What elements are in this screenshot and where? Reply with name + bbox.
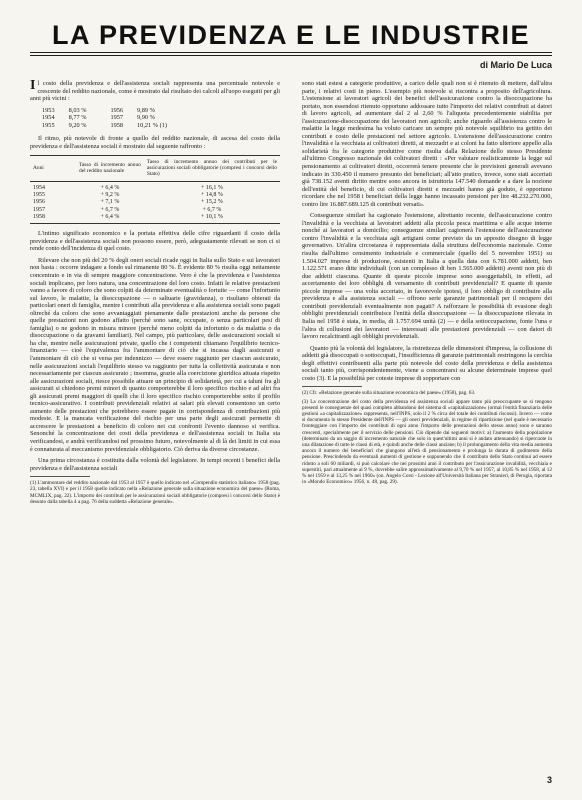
growth-year: 1956 (33, 199, 45, 206)
growth-income-rate: + 6,4 % (100, 184, 120, 191)
rate-value: 10,21 % (1) (137, 121, 167, 129)
growth-row (30, 207, 280, 214)
footnote-3: (3) La concentrazione del costo della previdenza ed assistenza sociali appare tanto più preoccupante se si tengono presenti le conseguenze del quasi completo abbandono del sistema di «capitalizzazione» (ormai l'entità finanziaria delle gestioni «a capitalizzazione» rappresenta, nell'INPS, solo il 2 % circa del totale dei contributi riscossi). Invero — come si documenta lo stesso Presidente dell'INPS — gli oneri previdenziali, in regime di ripartizione (nel quale è necessario fronteggiare con l'importo dei contributi di ogni anno l'importo delle prestazioni dello stesso anno) sono e saranno crescenti, specialmente per il servizio delle pensioni. Ciò dipende dai seguenti motivi: a) l'aumento della popolazione (determinato da un saggio di incremento naturale che solo in quest'ultimi anni si è andato attenuando) si ripercuote in una dilatazione di tutte le classi di età, e quindi anche delle classi anziane; b) il prolungamento della vita media aumenta ancora il numero dei beneficiari che giungono all'età di pensionamento e prolunga la durata di godimento della pensione. Prescindendo da eventuali aumenti di gestione e supponendo che il contributo dello Stato continui ad essere ridotto a soli 60 miliardi, si può calcolare che nei prossimi anni il contributo per l'assicurazione invalidità, vecchiaia e superstiti, pari attualmente al 9 %, dovrebbe salire approssimativamente al 9,70 % nel 1957, al 10,85 % nel 1958, al 12 % nel 1959 e al 13,25 % nel 1960» (on. Angelo Corsi - Lezione all'Università Italiana per Stranieri, di Perugia, riportata in «Mondo Economico» 1956, n. 48, pag. 29). (302, 398, 552, 486)
cost-percentage-table (42, 107, 173, 130)
left-column (30, 80, 280, 507)
growth-income-rate: + 6,4 % (76, 214, 144, 224)
paragraph-4: Rilevare che non più del 20 % degli oneri sociali ricade oggi in Italia sullo Stato e sui lavoratori non basta : occorre indagare a fondo sul rimanente 80 %. È evidente 80 % risulta oggi nettamente concentrato e in via di sempre maggiore concentrazione. Vero è che la previdenza e l'assistenza sociali implicano, per loro natura, una concentrazione del loro costo. Infatti le relative prestazioni vanno a favore di coloro che sono colpiti da determinate eventualità o fortuite — come l'infortunio sul lavoro, le malattie, la disoccupazione — o saltuarie (gravidanza), o risultano obierati da particolari oneri di famiglia, mentre i contributi alla previdenza e alla assistenza sociali sono pagati oltreché da coloro che sono avvantaggiati pienamente dalle prestazioni anche da persone che quelle prestazioni non godono affatto (perché sono sane, occupate, o senza particolari pesi di famiglia) o ne godono in misura minore (perché meno colpiti da infortunio o da malattia o da disoccupazione o da gravami familiari). Nel campo, più particolare, delle assicurazioni sociali si ha che, mentre nelle assicurazioni private, quello che i competenti chiamano l'equilibrio tecnico-finanziario — cioè l'equivalenza fra l'ammontare di ciò che si incassa dagli assicurati e l'ammontare di ciò che si versa per indennizzo — deve essere raggiunto per ciascun assicurato, nelle assicurazioni sociali l'equilibrio stesso va raggiunto per tutta la collettività assicurata e non necessariamente per ciascun assicurato ; insomma, grazie alla coercizione giuridica attuata rispetto alle assicurazioni sociali, riesce possibile attuare un principio di solidarietà, per cui a taluni fra gli assicurati si chiedono premi minori di quanto comporterebbe il loro specifico rischio e ad altri fra gli assicurati premi maggiori di quelli che il loro specifico rischio comporterebbe sotto il profilo tecnico-assicurativo. I contributi previdenziali relativi ai salari più elevati consentono un certo aumento delle prestazioni che potrebbero essere pagate in corrispondenza di contribuzioni più modeste. E la mancata verificazione del rischio per una parte degli assicurati permette di accrescere le prestazioni a beneficio di coloro nei cui confronti l'evento dannoso si verifica. Senonché la concentrazione dei costi della previdenza e dell'assistenza sociali in Italia sta verificandosi, e andrà verificandosi nel prossimo futuro, notevolmente al di là dei limiti in cui essa è connaturata al meccanismo previdenziale obbligatorio. Ciò deriva da diverse circostanze. (30, 256, 280, 453)
growth-income-rate: + 9,2 % (100, 192, 120, 199)
rate-row (42, 122, 173, 130)
growth-comparison-table (30, 155, 280, 225)
right-paragraph-1: sono stati estesi a categorie produttive, a carico delle quali non si è ritenuto di mettere, dall'altra parte, i relativi costi in pieno. L'esempio più notevole si riscontra a proposito dell'agricoltura. L'estensione ai lavoratori agricoli dei benefici dell'assicurazione contro la disoccupazione ha portato, non essendosi ritenuto opportuno addossare tutto l'importo dei relativi contributi ai datori di lavoro agricoli, ad aumentare dal 2 al 2,60 % l'aliquota precedentemente stabilita per l'assicurazione-disoccupazione dei lavoratori non agricoli; anche riguardo all'assistenza contro le malattie la legge medesima ha voluto caricare un sempre più notevole squilibrio tra gettito dei contributi e costo delle prestazioni nel settore agricolo. L'estensione dell'assicurazione contro l'invalidità e la vecchiaia ai coltivatori diretti, ai mezzadri e ai coloni ha fatto ulteriore appello alla solidarietà fra le categorie produttive come risulta dalla Relazione dello stesso Presidente all'ultimo Congresso nazionale dei coltivatori diretti : «Per valutare realisticamente la legge sul pensionamento ai coltivatori diretti, occorrerà tenere presente che le previsioni generali avevano indicato in 330.450 il numero presunto dei beneficiari; all'atto pratico, invece, sono stati accertati già 738.152 aventi diritto mentre sono ancora in istruttoria 147.540 domande e a dare la nozione dell'entità del beneficio, di cui coltivatori diretti e mezzadri hanno già goduto, è opportuno ricordare che nel 1958 i beneficiari della legge hanno incassato pensioni per lire 48.232.270.000, contro lire 16.887.689.125 di contributi versati». (302, 80, 552, 208)
rate-year: 1955 (42, 121, 55, 129)
growth-header-contributions: Tasso di incremento annuo dei contributi per le assicurazioni sociali obbligatorie (compresi i concorsi dello Stato) (144, 155, 280, 181)
growth-row (30, 181, 280, 192)
rate-year: 1957 (110, 114, 124, 122)
rate-value: 8,03 % (68, 106, 87, 114)
growth-contribution-rate: + 14,8 % (200, 192, 223, 199)
drop-cap: I (30, 78, 36, 93)
paragraph-5: Una prima circostanza è costituita dalla volontà del legislatore. In tempi recenti i benefici della previdenza e dell'assistenza sociali (30, 457, 280, 472)
right-column (302, 80, 552, 487)
right-paragraph-3: Quanto più la volontà del legislatore, la ristrettezza delle dimensioni d'impresa, la collusione di addetti già disoccupati o sottoccupati, l'insufficienza di garanzie patrimoniali restringono la cerchia degli effettivi contribuenti alla parte più notevole del costo della previdenza e della assistenza sociali tanto più, corrispondentemente, viene a concentrarsi su alcune determinate imprese quel costo (3). E la possibilità per coteste imprese di sopportare con (302, 344, 552, 382)
growth-income-rate: + 6,7 % (100, 206, 120, 213)
right-paragraph-2: Conseguenze similari ha cagionato l'estensione, altrettanto recente, dell'assicurazione contro l'invalidità e la vecchiaia ai lavoratori addetti alla piccola pesca marittima e alle acque interne nonché ai lavoratori a domicilio; conseguenze similari cagionerà l'estensione dell'assicurazione contro l'invalidità e la vecchiaia agli artigiani come previsto da un apposito disegno di legge governativo. Un'altra circostanza è rappresentata dalla struttura dell'economia nazionale. Come risulta dall'ultimo censimento industriale e commerciale (quello del 5 novembre 1951) su 1.504.027 imprese di produzione, esistenti in Italia a quella data con 6.781.000 addetti, ben 1.122.571 erano ditte individuali (con un complesso di ben 1.565.000 addetti) aventi non più di due addetti ciascuna. Quante di queste piccole imprese sono assoggettabili, in effetti, ad accertamento dei loro obblighi di versamento di contributi previdenziali? E quante di queste piccole imprese — una volta accertato, in favorevole ipotesi, il loro obbligo di contribuire alla previdenza e alla assistenza sociali — offrono serie garanzie patrimoniali per il recupero dei contributi previdenziali eventualmente non pagati? A rafforzare le possibilità di evasione degli obblighi previdenziali contribuisce l'entità della disoccupazione — la disoccupazione rilevata in Italia nel 1958 è stata, in media, di 1.757.694 unità (2) — e della sottoccupazione, fonte l'una e l'altra di collusioni dei lavoratori — interessati alle prestazioni previdenziali — con datori di lavoro recalcitranti agli obblighi previdenziali. (302, 212, 552, 341)
growth-contribution-rate: + 16,1 % (200, 184, 223, 191)
growth-row (30, 199, 280, 206)
growth-year: 1957 (33, 206, 45, 213)
growth-year: 1955 (33, 192, 45, 199)
paragraph-3: L'intimo significato economico e la portata effettiva delle cifre riguardanti il costo della previdenza e dell'assistenza sociali non possono essere, però, adeguatamente rilevati se non ci si rende conto dell'incidenza di quel costo. (30, 230, 280, 253)
growth-contribution-rate: + 10,1 % (144, 214, 280, 224)
growth-contribution-rate: + 6,7 % (202, 206, 222, 213)
article-author: di Mario De Luca (479, 60, 552, 70)
rate-year: 1953 (42, 106, 55, 114)
rate-row (42, 114, 173, 122)
intro-paragraph (30, 80, 280, 103)
rate-year: 1958 (110, 121, 124, 129)
footnote-rule (30, 476, 90, 477)
rate-value: 9,20 % (68, 121, 87, 129)
growth-income-rate: + 7,1 % (100, 199, 120, 206)
article-title: LA PREVIDENZA E LE INDUSTRIE (51, 20, 531, 50)
growth-row (30, 214, 280, 224)
growth-row (30, 192, 280, 199)
footnote-rule-right (302, 386, 362, 387)
intro-text: l costo della previdenza e dell'assistenza sociali rappresenta una percentuale notevole e crescente del reddito nazionale, come è mostrato dal risultato dei calcoli all'uopo eseguiti per gli anni più vicini : (30, 80, 280, 103)
growth-year: 1958 (30, 214, 76, 224)
rate-value: 8,77 % (68, 114, 87, 122)
growth-contribution-rate: + 15,2 % (200, 199, 223, 206)
growth-header-income: Tasso di incremento annuo del reddito nazionale (76, 155, 144, 181)
growth-year: 1954 (33, 184, 45, 191)
rate-year: 1956 (110, 106, 124, 114)
paragraph-2: Il ritmo, più notevole di fronte a quello del reddito nazionale, di ascesa del costo della previdenza e dell'assistenza sociali è mostrato dal seguente raffronto : (30, 135, 280, 150)
growth-header-year: Anni (30, 155, 76, 181)
rate-year: 1954 (42, 114, 55, 122)
footnote-2: (2) Cfr. «Relazione generale sulla situazione economica del paese» (1958), pag. 63. (302, 390, 476, 397)
page-number: 3 (546, 775, 552, 785)
rate-value: 9,90 % (137, 114, 155, 122)
rate-value: 9,89 % (137, 106, 155, 114)
title-rule-thick (30, 52, 552, 53)
footnote-1: (1) L'ammontare del reddito nazionale dal 1953 al 1957 è quello indicato nel «Compendio statistico italiano» 1958 (pag. 23, tabella XVI) e per il 1958 quello indicato nella «Relazione generale sulla situazione economica del paese» (Roma, MCMLIX, pag. 22). L'importo dei contributi per le assicurazioni sociali obbligatorie (compresi i concorsi dello Stato) è desunto dalla tabella 4 a pag. 76 della suddetta «Relazione generale». (30, 480, 280, 505)
rate-row (42, 107, 173, 115)
title-rule-thin (30, 55, 552, 56)
